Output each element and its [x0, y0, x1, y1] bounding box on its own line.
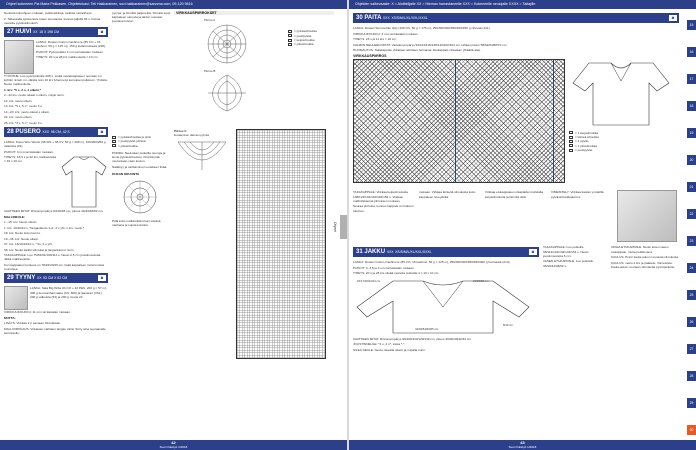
s27-row-7: 25. krs: *3 s, 5 o*, neulo 3 s.: [4, 120, 43, 125]
s27-lanka: LANKA: Rowan Cotton Cashmere (85 CO + 15 kashmir, 50 g = 125 m), 150 g kullanruskeaa (228).: [36, 39, 106, 49]
s28-row-3: 18. krs: Neulo koko kerros.: [4, 231, 41, 236]
legend-item: = piilosilmukka: [288, 42, 332, 46]
s30-notes: Seuraa piirrosta, kunnes kappale on halutun pituinen.: [353, 204, 414, 213]
camera-icon: ◙: [529, 249, 537, 255]
chart-grid-large: [236, 129, 326, 359]
tab-19[interactable]: 19: [687, 128, 696, 138]
s31-lanka: LANKA: Rowan Cotton Cashmere (85 CO, 15 kashmir, 50 g = 125 m), 250/300/300/350/350/400 g harmaata (213).: [353, 260, 511, 265]
legend-item: = pylvässilmukka: [288, 29, 332, 33]
s30-takakappale: TAKAKAPPALE: Virkkaa ketjusilmukoita 108/122/132/140/146/152 s. Virkkaa mallivirkkausta piirroksen mukaan.: [353, 190, 408, 203]
s28-row-4: 19.–36. krs: Neulo oikein.: [4, 236, 39, 241]
left-column-2: [112, 11, 172, 228]
s29-lanka: LANKA: Sala Big Wibe 94 CO + 10 PES, 200 g = 57 m), 400 g tummanharmaata (CS, 800) ja jaavaran (XSL), 200 g valkoista (53) ja 200 g musta 22.: [30, 286, 107, 299]
tab-20[interactable]: 20: [687, 155, 696, 165]
s30-col4: VIMEISTELY: Virkkaa kaulan ympärille pylvässilmukkakerros.: [551, 190, 605, 199]
legend-item: = puolipylväs piirissä: [112, 139, 172, 143]
pillow-photo: [4, 286, 28, 310]
right-col-text: KAULUS: neulo 2 krs ja päättele. Viimeistele. Kaula-aukon reunaan silmukoita pyöröpuikolle.: [611, 260, 676, 269]
tab-25[interactable]: 25: [687, 290, 696, 300]
kaavio-title: KUKAN KRUUNTA: [112, 171, 140, 176]
section-30-header: 30 PAITA XXX XS/S/M/L/XL/XXL/XXXL ◙: [353, 13, 679, 23]
right-footer: [349, 440, 696, 450]
right-header: Ohjeiden vaikeusaste: X = Aloittelijalle XX = Hieman harrastaneelle XXX = Kokeneelle neulojalle XXXX = Taitajille: [349, 0, 696, 9]
section-27-header: 27 HUIVI XX 18 X 198 CM ◙: [4, 27, 108, 37]
tab-29[interactable]: 29: [687, 398, 696, 408]
midcol-text: pyrysa; ja kinnittä paljeneittä. Kiinnitä tuppi kappaleen sanovia ja taidon suoraan joustava kuvion: [112, 11, 171, 24]
s28-row-2: 1. krs: 10/10/10 s, *langankierto 1+1, 2 s yht, 1 krs, neulo *: [4, 225, 85, 230]
left-column-1: [4, 11, 108, 337]
chart-c: [174, 138, 230, 178]
intro-text-2: 2. Takaosalla työskentele kuten etuosassa, kunnes jäljellä 36 s. Kokoa neuletta pylvässilmukoin.: [4, 16, 101, 25]
s30-col2: mukaan. Virkkaa kiinteitä silmukoita koko kappaleen leveydeltä.: [419, 190, 476, 199]
s28-row-5: 37. krs: 16/10/10/10 s, * 6s, 2 o yht,: [4, 242, 53, 247]
chart-c-sub: kuvaaminen ulkonen pyöreä: [174, 133, 209, 138]
right-content: [353, 11, 679, 353]
midcol-2: Nääkkyy ja vaihtaminen uudelleen lisää.: [112, 164, 168, 169]
tab-16[interactable]: 16: [687, 47, 696, 57]
s29-mallivirkkaus: MALLIVIRKKAUS: Virkataan vaihtaen langan väriä. Siirry aina seuraavalle kerrokselle.: [4, 326, 106, 336]
right-legend: [569, 131, 679, 152]
side-label: Ohjeet: [340, 215, 347, 239]
right-page: [349, 0, 696, 450]
s30-valmis: VALMIIN NEULEEN MITAT: Vartalonympärys 94/104/116/128/140/152/164 cm, lahkan pituus 58/62/64/68/70 cm.: [353, 42, 508, 47]
s28-lanka: LANKA: Kuisu Wox Woolo (38 WS + 38 CV, 50 g = 208 m), 100/200/250 g valkoista (01).: [4, 140, 106, 149]
tab-27[interactable]: 27: [687, 344, 696, 354]
kaavio-sub: Pidä koko mallistollisimman sileänä nauhana ja sujuta kuvioita.: [112, 218, 161, 227]
section-29-header: 29 TYYNY XX 53 CM X 53 CM ◙: [4, 273, 108, 283]
chart-b-label: Piirros B: [204, 69, 216, 74]
chart-c-label: Piirros C: [174, 129, 187, 134]
magazine-name: Suuri Käsityö 1/2018: [159, 445, 188, 449]
legend-2: [112, 135, 172, 148]
lace-pattern-chart: [353, 59, 565, 183]
s28-tiheys: TIHEYS: 18,5 s ja 22 krs mallineuletta = 10 x 10 cm.: [4, 155, 57, 164]
crochet-charts: [174, 11, 334, 359]
camera-icon: ◙: [669, 15, 677, 21]
dimension-label: 8/10 cm: [503, 322, 513, 327]
tab-15[interactable]: 15: [687, 20, 696, 30]
s27-row-2: 2.–12.krs: neulo oikeat s oikein, nurjat nurin.: [4, 93, 65, 98]
s27-row-3: 12. krs: neulo oikein.: [4, 98, 33, 103]
s30-virkkuukoukku: VIRKKUUKOUKKU: 3 mm tai käsialan mukaan.: [353, 31, 419, 36]
tab-17[interactable]: 17: [687, 74, 696, 84]
legend-item: = 1 pylväs: [569, 139, 679, 143]
s31-joustin: JOUSTINNEULE: *2 o, 2 n*, toista *-*.: [353, 342, 406, 347]
s28-takakappale: TAKAKAPPALE: Luo 75/81/91/100/111 s. Neulo 2,5 cm joustinneuletta. Jatka mallineuletta.: [4, 253, 102, 262]
scarf-photo: [4, 40, 34, 74]
left-footer: [0, 440, 347, 450]
legend-1: [288, 29, 332, 46]
legend-item: = ketjusilmukka: [288, 38, 332, 42]
tab-22[interactable]: 22: [687, 209, 696, 219]
s31-kaulus: KAULUS: Poimi kaula-aukon reunasta silmukoita.: [611, 255, 679, 260]
tab-21[interactable]: 21: [687, 182, 696, 192]
s27-row-5: 14.–20. krs: neulo oikeat s oikein.: [4, 109, 50, 114]
s27-row-4: 13. krs: *5 s, 5 o*, neulo 3 o.: [4, 104, 43, 109]
shirt-schematic: [569, 59, 673, 129]
legend-item: = puolipylväs: [569, 148, 679, 152]
s30-tiheys: TIHEYS: 23 s ja 11 krs = 10 cm.: [353, 37, 397, 41]
tab-26[interactable]: 26: [687, 317, 696, 327]
camera-icon: ◙: [98, 129, 106, 135]
tab-23[interactable]: 23: [687, 236, 696, 246]
camera-icon: ◙: [98, 275, 106, 281]
s27-tyoohje: TYÖOHJE: Luo pyöröpuikolle 208 s. Lisää neulekappaleen reunaan s:n kohtiin. Ensin s:n välistä noin 10 krs lyhennetyt kerrokset puikkoon. Yhdistä. Neulo mallineuletta.: [4, 73, 108, 87]
tab-24[interactable]: 24: [687, 263, 696, 273]
s28-malli-label: MALLINEULE:: [4, 214, 25, 219]
tab-18[interactable]: 18: [687, 101, 696, 111]
s31-oikea: OIKEA ETUKAPPALE: Neulo kuten vasen etukappale, mutta peilikuvana.: [611, 245, 669, 254]
s27-puikot: PUIKOT: Pyöröpuikko 4 mm tai käsialan mukaan.: [36, 49, 104, 54]
s27-row-6: 24. krs: neulo oikein.: [4, 115, 33, 120]
flower-diagram: [112, 177, 168, 217]
legend-item: = 1 ketjusilmukka: [569, 131, 679, 135]
s28-puikot: PUIKOT: 3 mm tai käsialan mukaan.: [4, 149, 54, 154]
s29-lisays: LISÄYS: Virkkaa 2 p samaan silmukkaan.: [4, 321, 62, 326]
s30-lanka: LANKA: Rowan Summerlite 4ply (100 CO, 50 g = 175 m), 250/300/300/350/400/450 g vihreää (441).: [353, 26, 491, 30]
dimension-label: 15/17/20/22/24 cm: [357, 278, 381, 283]
s28-vaatteen-mitat: VAATTEEN MITAT: Rinnanympärys 8/100/95 cm, pituus 40/44/46/52 cm.: [4, 209, 104, 214]
s27-tiheys: TIHEYS: 20 s ja 28 krs mallineuletta = 10 cm.: [36, 55, 99, 60]
dimension-label: 44/49/54/60/65 cm: [415, 326, 439, 331]
page-number: 43: [520, 440, 525, 445]
chart-a: [202, 23, 252, 65]
dimension-label: 24/26/28 cm: [473, 278, 489, 283]
s31-tiheys: TIHEYS: 20 s ja 28 krs sileää neuletta puikoilla 4 = 10 x 10 cm.: [353, 271, 440, 276]
s31-silea: SILEÄ NEULE: Neulo oikealla oikein ja nurjalla nurin.: [353, 347, 426, 352]
s31-vasen: VASEN ETUKAPPALE: Luo puikoille 36/40/44/48/52 s.: [543, 259, 594, 268]
legend-item: = pylvässilmukka ja piiris: [112, 135, 172, 139]
s29-mutta: MUTTA:: [4, 315, 16, 320]
legend-item: = piilosilmukka: [112, 144, 172, 148]
s28-row-6: 38. krs: Neulo kaikki silmukat ja langankierrot nurin.: [4, 247, 75, 252]
legend-item: = kiinteä silmukka: [569, 135, 679, 139]
chart-a-label: Piirros A: [204, 18, 216, 23]
right-chart-title: VIRKKAUSPIIRROS: [353, 54, 387, 59]
legend-item: = puolipylväs: [288, 34, 332, 38]
chart-b: [204, 73, 250, 113]
tab-30-active[interactable]: 30: [687, 425, 696, 435]
s30-huom: HUOMAUTUS: Takakappale virkataan aloittaen helmasta. Etukappale virkataan ylhäältä alas.: [353, 48, 481, 52]
left-page: [0, 0, 347, 450]
s28-more: Kun kappaleen korkeus on 78/22/23/26 cm, lisää kappaleen molemmissa reunoissa.: [4, 262, 105, 272]
shirt-photo: [617, 190, 677, 242]
s30-col3: Virkkaa etukappaleen olkapäiden kohdalta ketjusilmukoita ja kiinnitä niitä.: [485, 190, 544, 199]
magazine-name: Suuri Käsityö 1/2018: [508, 445, 537, 449]
camera-icon: ◙: [98, 29, 106, 35]
sweater-schematic: [60, 155, 108, 209]
chart-title: VIRKKAUSPIIRROKSET: [174, 11, 334, 15]
tab-28[interactable]: 28: [687, 371, 696, 381]
s28-row-1: 1.–15. krs: Neulo oikein.: [4, 220, 38, 225]
page-number: 42: [171, 440, 176, 445]
legend-item: = 1 piilosilmukka: [569, 144, 679, 148]
left-header: Ohjeet kokeneen Pia Marla Pekkasen. Ohjeitelokasi: Teli Hakkarainen, suvi.hakkarainen@sanoma.com, 09-120 5616: [0, 0, 347, 9]
section-28-header: 28 PUSERO XXX 98 CM, 42 S ◙: [4, 127, 108, 137]
s31-puikot: PUIKOT: 3, 3,5 ja 4 mm tai käsialan mukaan.: [353, 265, 415, 270]
section-31-header: 31 JAKKU XXX XS/S/M/L/XL/XXL/XXXL ◙: [353, 247, 539, 257]
intro-text: Neuletta lukuohjeen mukaan, puikkopikkuja, tarkista neuletiheys.: [4, 11, 93, 15]
s27-row-1: 1. krs: *5 s, 2 o, 1 oikein *: [4, 87, 41, 92]
s31-mitat: VAATTEEN MITAT: Rinnanympärys 90/100/110/120/130 cm, pituus 40/40/40/42/42 cm.: [353, 336, 472, 341]
s31-takakappale: TAKAKAPPALE: Luo puikoille 98/114/124/134/144/154 s. Neulo joustinneuletta 6 cm.: [543, 245, 589, 258]
s29-virkkuukoukku: VIRKKUUKOUKKU: 11 mm tai käsialan mukaan.: [4, 310, 71, 315]
s30-mid: PORRA: Neulotaan puikoilla reunoja ja kuvia pylvässilmukoin. Kiinnitä pää neulontaan vaan kuvion.: [112, 150, 166, 164]
